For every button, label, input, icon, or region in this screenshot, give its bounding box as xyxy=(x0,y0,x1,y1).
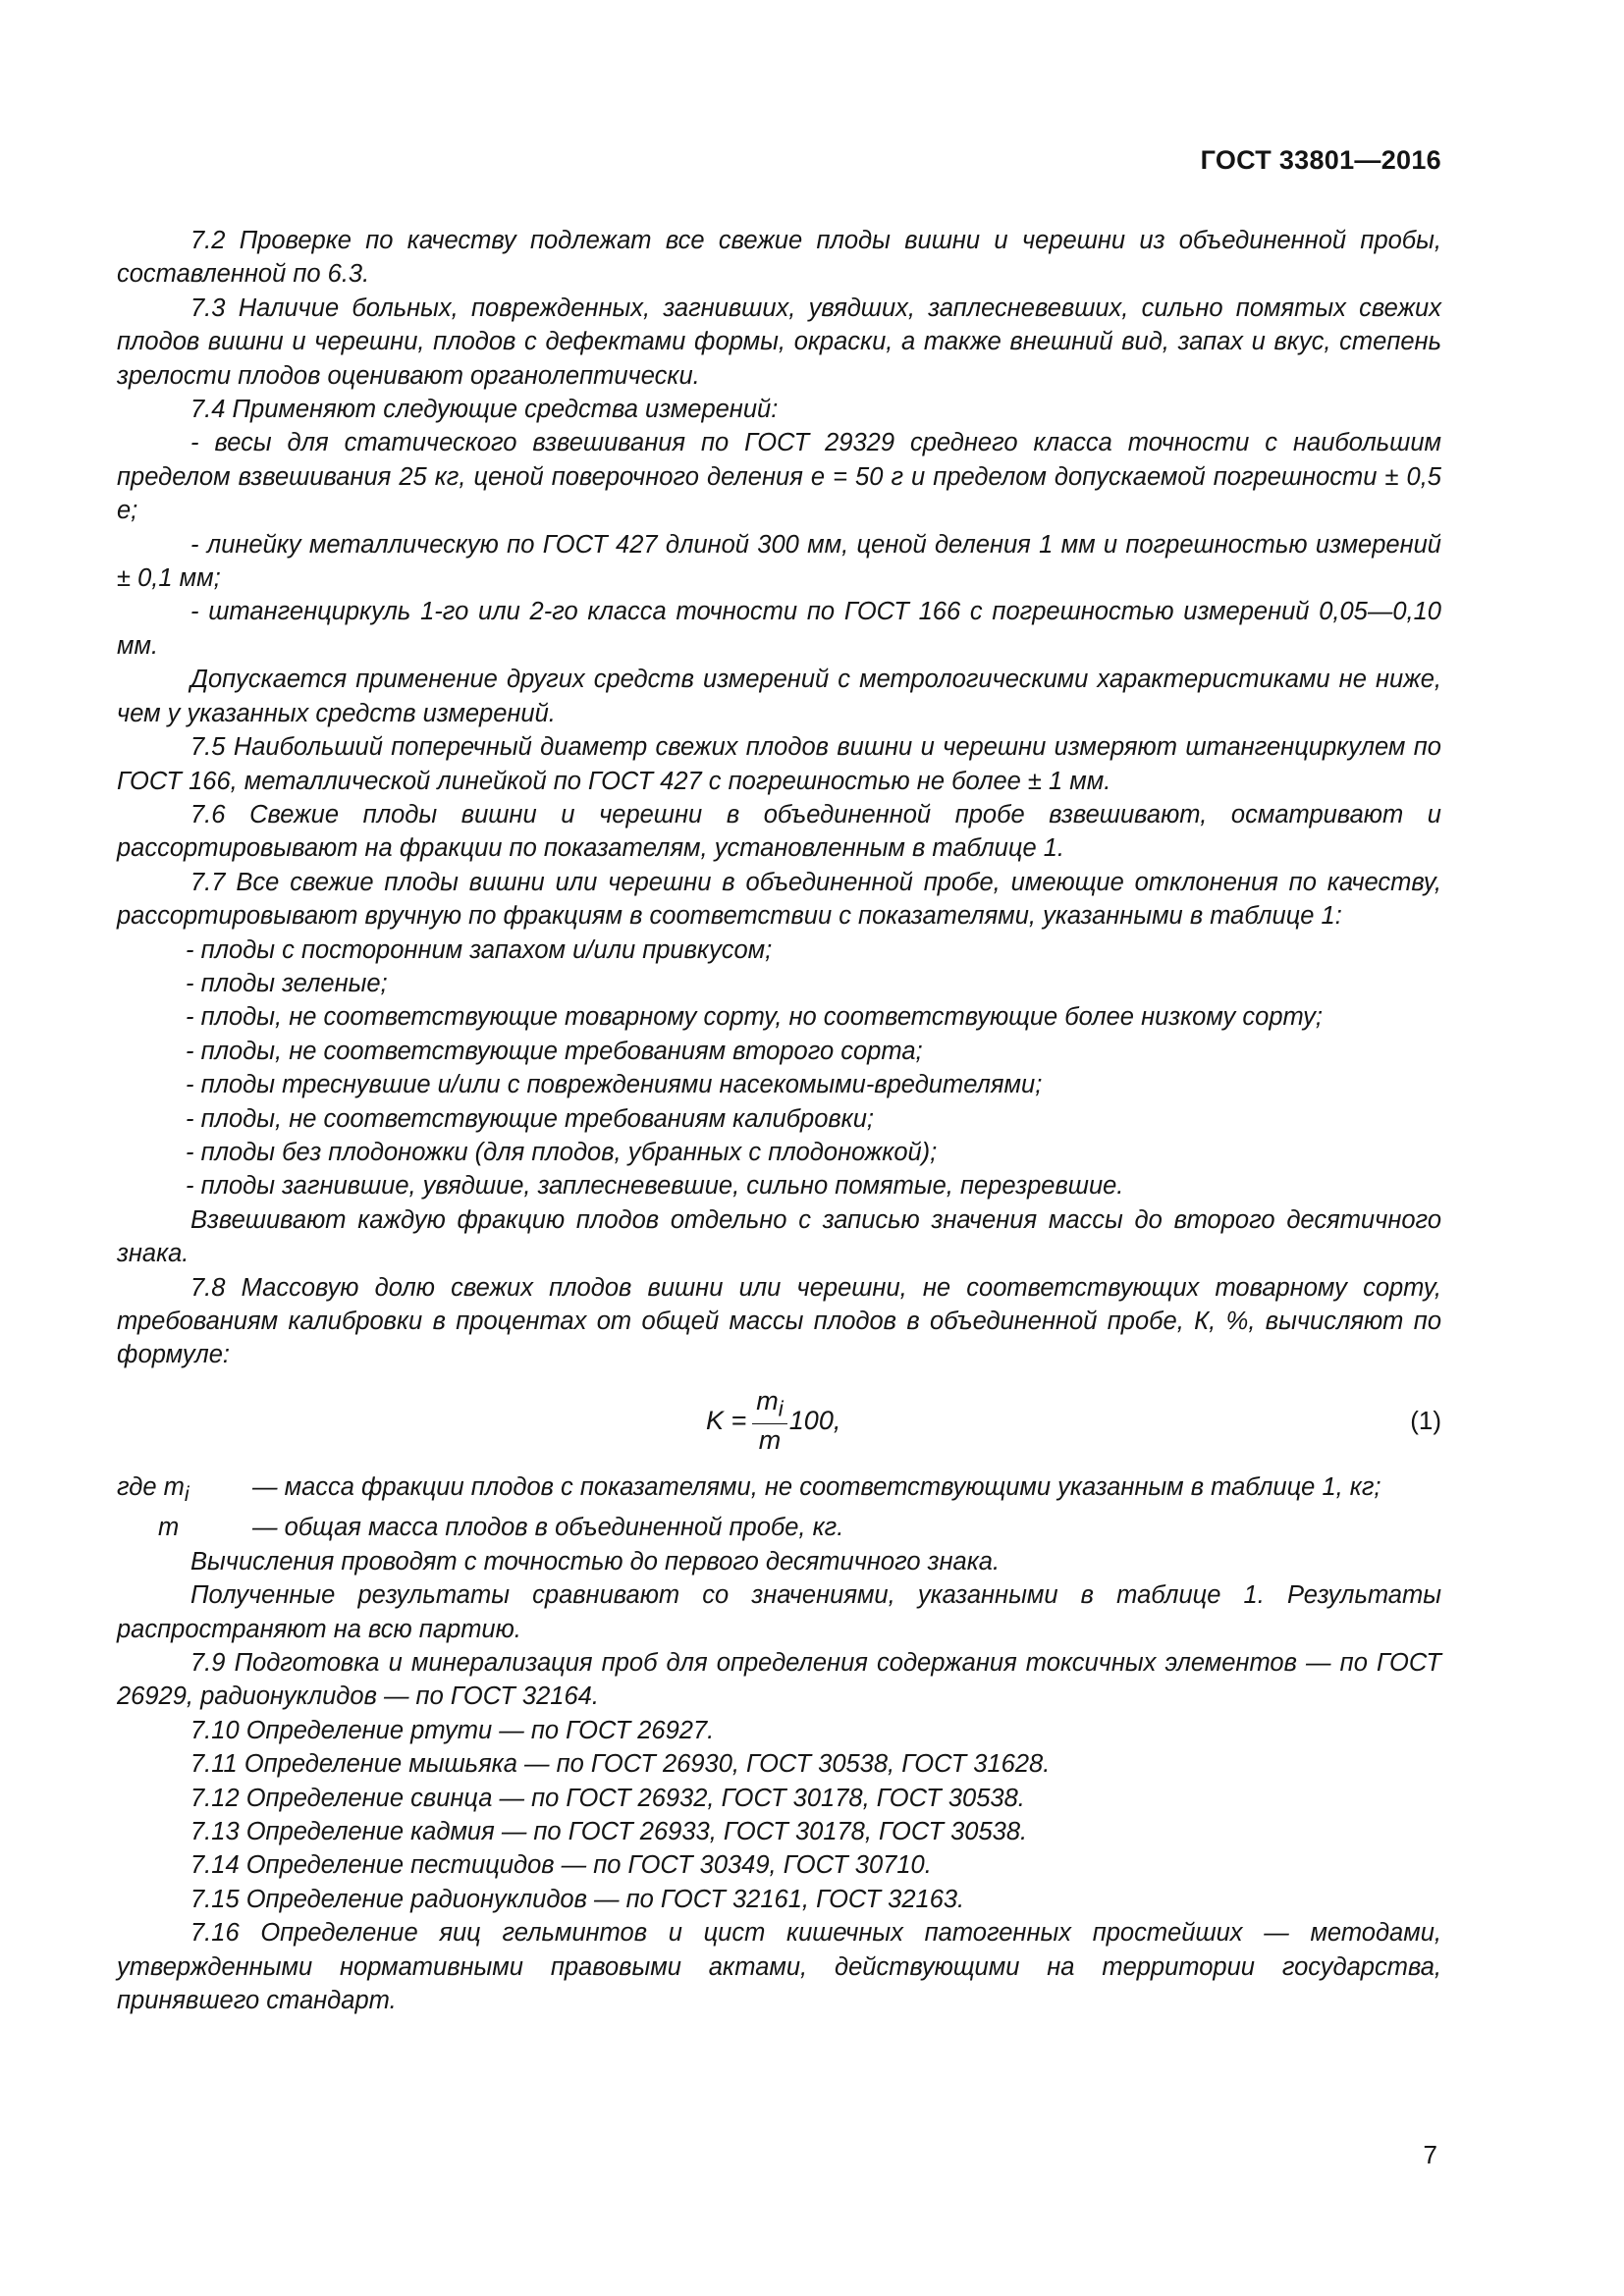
paragraph-7-3: 7.3 Наличие больных, поврежденных, загнивших, увядших, заплесневевших, сильно помятых свежих плодов вишни и черешни, плодов с дефектами формы, окраски, а также внешний вид, запах и вкус, степень зрелости плодов оценивают органолептически. xyxy=(117,294,1441,390)
list-item: - плоды, не соответствующие требованиям второго сорта; xyxy=(186,1037,923,1065)
paragraph-7-12: 7.12 Определение свинца — по ГОСТ 26932, ГОСТ 30178, ГОСТ 30538. xyxy=(190,1784,1025,1812)
page-number: 7 xyxy=(1423,2140,1437,2169)
body-text xyxy=(117,224,1441,2017)
definition-m xyxy=(117,1511,1441,1544)
formula-block xyxy=(117,1374,1441,1470)
paragraph-7-9: 7.9 Подготовка и минерализация проб для определения содержания токсичных элементов — по ГОСТ 26929, радионуклидов — по ГОСТ 32164. xyxy=(117,1648,1441,1711)
formula-denominator: m xyxy=(758,1424,782,1455)
list-item: - линейку металлическую по ГОСТ 427 длиной 300 мм, ценой деления 1 мм и погрешностью измерений ± 0,1 мм; xyxy=(117,530,1441,593)
paragraph-7-16: 7.16 Определение яиц гельминтов и цист кишечных патогенных простейших — методами, утвержденными нормативными правовыми актами, действующими на территории государства, принявшего стандарт. xyxy=(117,1919,1441,2014)
paragraph-7-13: 7.13 Определение кадмия — по ГОСТ 26933, ГОСТ 30178, ГОСТ 30538. xyxy=(190,1817,1028,1845)
paragraph-7-14: 7.14 Определение пестицидов — по ГОСТ 30349, ГОСТ 30710. xyxy=(190,1851,932,1880)
list-item: - штангенциркуль 1-го или 2-го класса точности по ГОСТ 166 с погрешностью измерений 0,05—0,10 мм. xyxy=(117,598,1441,660)
list-item: - плоды с посторонним запахом и/или привкусом; xyxy=(186,935,773,964)
paragraph-7-2: 7.2 Проверке по качеству подлежат все свежие плоды вишни и черешни из объединенной пробы, составленной по 6.3. xyxy=(117,227,1441,289)
paragraph-7-4-note: Допускается применение других средств измерений с метрологическими характеристиками не ниже, чем у указанных средств измерений. xyxy=(117,666,1441,727)
formula-factor: 100, xyxy=(788,1406,841,1436)
paragraph-7-7: 7.7 Все свежие плоды вишни или черешни в объединенной пробе, имеющие отклонения по качеству, рассортировывают вручную по фракциям в соответствии с показателями, указанными в таблице 1: xyxy=(117,868,1441,931)
results-paragraph: Полученные результаты сравнивают со значениями, указанными в таблице 1. Результаты распространяют на всю партию. xyxy=(117,1581,1441,1643)
standard-header: ГОСТ 33801—2016 xyxy=(1200,145,1441,175)
paragraph-7-4: 7.4 Применяют следующие средства измерений: xyxy=(190,396,779,424)
list-item: - плоды треснувшие и/или с повреждениями насекомыми-вредителями; xyxy=(186,1071,1043,1099)
definition-m-text: — общая масса плодов в объединенной пробе, кг. xyxy=(252,1514,844,1542)
formula-numerator-subscript: i xyxy=(778,1396,784,1421)
definition-mi-text: — масса фракции плодов с показателями, не соответствующими указанным в таблице 1, кг; xyxy=(252,1472,1381,1501)
formula-numerator: $m_i$ xyxy=(752,1388,787,1424)
paragraph-7-8: 7.8 Массовую долю свежих плодов вишни или черешни, не соответствующих товарному сорту, требованиям калибровки в процентах от общей массы плодов в объединенной пробе, К, %, вычисляют по формуле: xyxy=(117,1273,1441,1369)
definition-mi-label: где $m_i$ xyxy=(117,1472,189,1506)
paragraph-7-10: 7.10 Определение ртути — по ГОСТ 26927. xyxy=(190,1716,715,1744)
list-item: - плоды, не соответствующие товарному сорту, но соответствующие более низкому сорту; xyxy=(186,1003,1324,1032)
formula-fraction xyxy=(752,1385,787,1455)
list-item: - плоды загнившие, увядшие, заплесневевшие, сильно помятые, перезревшие. xyxy=(186,1172,1124,1201)
formula-lhs: K = xyxy=(706,1406,747,1436)
paragraph-7-15: 7.15 Определение радионуклидов — по ГОСТ 32161, ГОСТ 32163. xyxy=(190,1885,965,1913)
paragraph-7-11: 7.11 Определение мышьяка — по ГОСТ 26930, ГОСТ 30538, ГОСТ 31628. xyxy=(190,1750,1051,1779)
paragraph-7-7-weigh: Взвешивают каждую фракцию плодов отдельно с записью значения массы до второго десятичного знака. xyxy=(117,1205,1441,1268)
list-item: - плоды без плодоножки (для плодов, убранных с плодоножкой); xyxy=(186,1138,938,1166)
calc-precision: Вычисления проводят с точностью до первого десятичного знака. xyxy=(190,1547,1001,1575)
definition-mi xyxy=(117,1470,1441,1512)
definition-m-label: m xyxy=(158,1514,180,1542)
formula-expression xyxy=(706,1385,841,1455)
list-item: - весы для статического взвешивания по ГОСТ 29329 среднего класса точности с наибольшим пределом взвешивания 25 кг, ценой поверочного деления е = 50 г и пределом допускаемой погрешности ± 0,5 е; xyxy=(117,429,1441,525)
list-item: - плоды зеленые; xyxy=(186,969,388,997)
formula-number: (1) xyxy=(1410,1405,1441,1435)
paragraph-7-6: 7.6 Свежие плоды вишни и черешни в объединенной пробе взвешивают, осматривают и рассортировывают на фракции по показателям, установленным в таблице 1. xyxy=(117,800,1441,863)
paragraph-7-5: 7.5 Наибольший поперечный диаметр свежих плодов вишни и черешни измеряют штангенциркулем по ГОСТ 166, металлической линейкой по ГОСТ 427 с погрешностью не более ± 1 мм. xyxy=(117,733,1441,795)
list-item: - плоды, не соответствующие требованиям калибровки; xyxy=(186,1104,874,1133)
